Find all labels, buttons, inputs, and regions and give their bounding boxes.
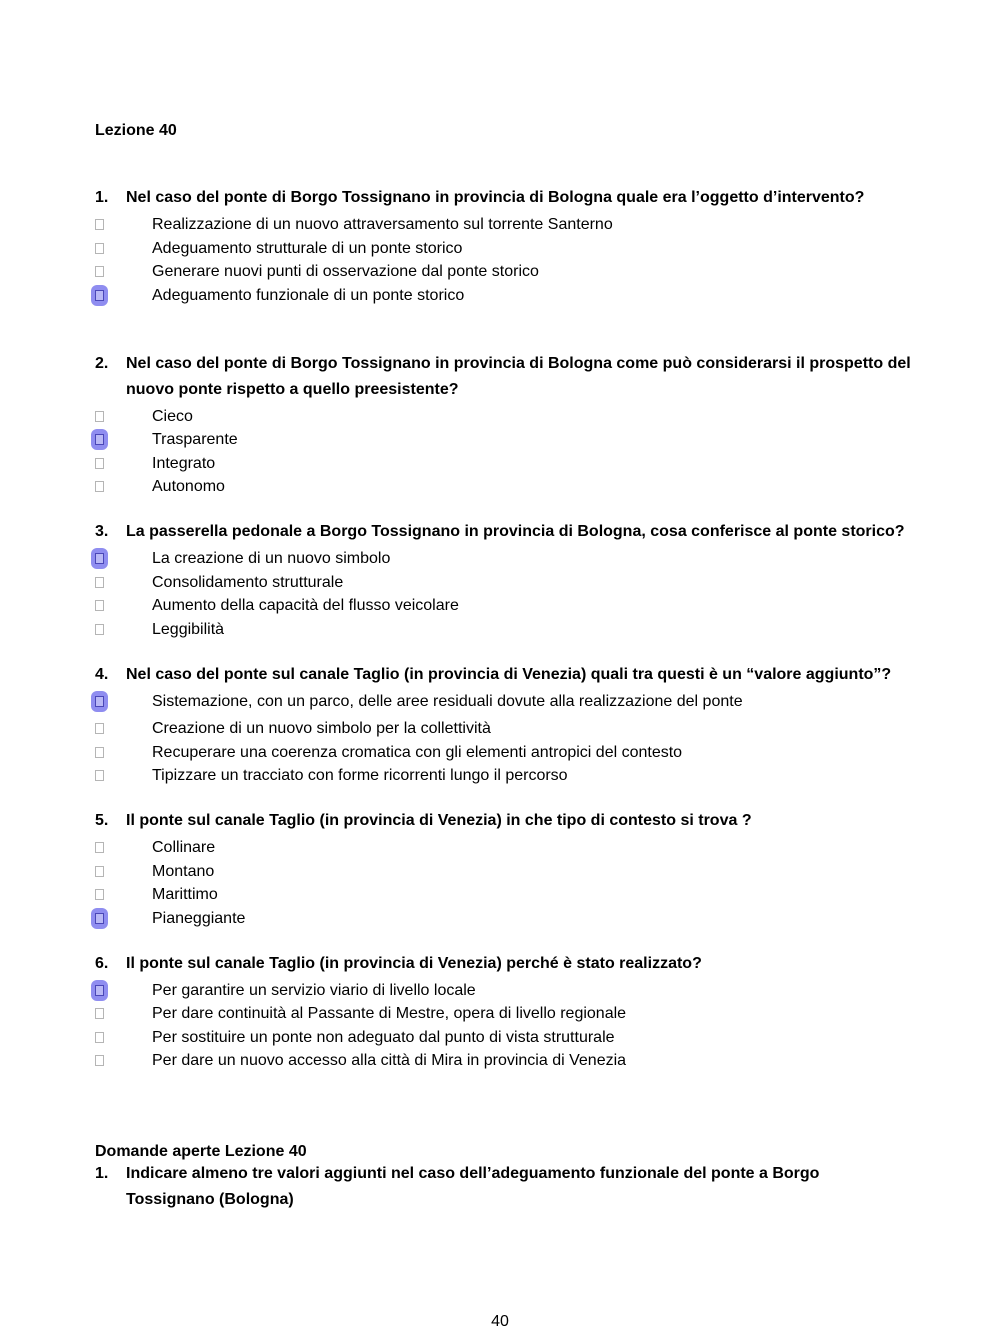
option-label: Recuperare una coerenza cromatica con gli elementi antropici del contesto <box>152 744 683 761</box>
option[interactable] <box>93 262 913 282</box>
question-text: Nel caso del ponte sul canale Taglio (in provincia di Venezia) quali tra questi è un “valore aggiunto”? <box>126 666 892 683</box>
selected-highlight <box>91 548 108 569</box>
option[interactable] <box>93 215 913 235</box>
question-number: 4. <box>95 666 109 683</box>
option[interactable] <box>93 1051 913 1071</box>
option[interactable] <box>93 743 913 763</box>
open-questions-title: Domande aperte Lezione 40 <box>95 1143 307 1160</box>
option[interactable] <box>93 1004 913 1024</box>
option-label: Tipizzare un tracciato con forme ricorrenti lungo il percorso <box>152 767 568 784</box>
option[interactable] <box>93 719 913 739</box>
question-text: Il ponte sul canale Taglio (in provincia di Venezia) perché è stato realizzato? <box>126 955 702 972</box>
option-selected[interactable] <box>93 981 913 1001</box>
option-label: Per garantire un servizio viario di livello locale <box>152 982 476 999</box>
checkbox-icon[interactable] <box>95 747 104 758</box>
selected-highlight <box>91 285 108 306</box>
option-label: Marittimo <box>152 886 218 903</box>
open-question-text-line-2: Tossignano (Bologna) <box>126 1191 294 1208</box>
option[interactable] <box>93 407 913 427</box>
checkbox-icon[interactable] <box>95 1008 104 1019</box>
option-label: Adeguamento funzionale di un ponte storico <box>152 287 465 304</box>
checkbox-icon[interactable] <box>95 889 104 900</box>
lesson-title: Lezione 40 <box>95 122 177 139</box>
option-label: Collinare <box>152 839 216 856</box>
checkbox-checked-icon[interactable] <box>95 985 104 996</box>
checkbox-icon[interactable] <box>95 577 104 588</box>
page-number: 40 <box>491 1313 509 1330</box>
option-label: La creazione di un nuovo simbolo <box>152 550 391 567</box>
checkbox-icon[interactable] <box>95 842 104 853</box>
option[interactable] <box>93 573 913 593</box>
option-label: Cieco <box>152 408 193 425</box>
question-number: 2. <box>95 355 109 372</box>
question-number: 5. <box>95 812 109 829</box>
question-text-line-1: Nel caso del ponte di Borgo Tossignano in provincia di Bologna come può considerarsi il prospetto del <box>126 355 911 372</box>
selected-highlight <box>91 429 108 450</box>
option-label: Pianeggiante <box>152 910 246 927</box>
checkbox-icon[interactable] <box>95 243 104 254</box>
checkbox-icon[interactable] <box>95 1055 104 1066</box>
question-text-line-2: nuovo ponte rispetto a quello preesistente? <box>126 381 459 398</box>
option[interactable] <box>93 620 913 640</box>
checkbox-checked-icon[interactable] <box>95 434 104 445</box>
option[interactable] <box>93 477 913 497</box>
option-label: Consolidamento strutturale <box>152 574 344 591</box>
question-text: Nel caso del ponte di Borgo Tossignano in provincia di Bologna quale era l’oggetto d’intervento? <box>126 189 865 206</box>
checkbox-icon[interactable] <box>95 458 104 469</box>
question-number: 3. <box>95 523 109 540</box>
checkbox-icon[interactable] <box>95 219 104 230</box>
open-question-number: 1. <box>95 1165 109 1182</box>
option-label: Sistemazione, con un parco, delle aree residuali dovute alla realizzazione del ponte <box>152 693 743 710</box>
checkbox-checked-icon[interactable] <box>95 696 104 707</box>
selected-highlight <box>91 908 108 929</box>
question-text: Il ponte sul canale Taglio (in provincia di Venezia) in che tipo di contesto si trova ? <box>126 812 752 829</box>
option-label: Creazione di un nuovo simbolo per la collettività <box>152 720 491 737</box>
checkbox-checked-icon[interactable] <box>95 290 104 301</box>
question-number: 1. <box>95 189 109 206</box>
checkbox-icon[interactable] <box>95 266 104 277</box>
option[interactable] <box>93 766 913 786</box>
checkbox-icon[interactable] <box>95 481 104 492</box>
option-label: Trasparente <box>152 431 238 448</box>
checkbox-icon[interactable] <box>95 411 104 422</box>
option-selected[interactable] <box>93 909 913 929</box>
option[interactable] <box>93 239 913 259</box>
checkbox-checked-icon[interactable] <box>95 913 104 924</box>
option[interactable] <box>93 862 913 882</box>
option-selected[interactable] <box>93 549 913 569</box>
checkbox-icon[interactable] <box>95 600 104 611</box>
option[interactable] <box>93 454 913 474</box>
option[interactable] <box>93 885 913 905</box>
option-label: Leggibilità <box>152 621 225 638</box>
option-selected[interactable] <box>93 430 913 450</box>
option[interactable] <box>93 838 913 858</box>
option-selected[interactable] <box>93 692 913 712</box>
checkbox-checked-icon[interactable] <box>95 553 104 564</box>
open-question-text-line-1: Indicare almeno tre valori aggiunti nel caso dell’adeguamento funzionale del ponte a Borgo <box>126 1165 820 1182</box>
selected-highlight <box>91 980 108 1001</box>
option-label: Per dare un nuovo accesso alla città di Mira in provincia di Venezia <box>152 1052 627 1069</box>
option-label: Montano <box>152 863 215 880</box>
checkbox-icon[interactable] <box>95 770 104 781</box>
checkbox-icon[interactable] <box>95 723 104 734</box>
question-number: 6. <box>95 955 109 972</box>
option-label: Generare nuovi punti di osservazione dal ponte storico <box>152 263 539 280</box>
option[interactable] <box>93 1028 913 1048</box>
checkbox-icon[interactable] <box>95 1032 104 1043</box>
option-label: Aumento della capacità del flusso veicolare <box>152 597 459 614</box>
option-label: Adeguamento strutturale di un ponte storico <box>152 240 463 257</box>
option-label: Per sostituire un ponte non adeguato dal punto di vista strutturale <box>152 1029 615 1046</box>
question-text: La passerella pedonale a Borgo Tossignano in provincia di Bologna, cosa conferisce al ponte storico? <box>126 523 905 540</box>
option-label: Autonomo <box>152 478 225 495</box>
option-selected[interactable] <box>93 286 913 306</box>
option-label: Per dare continuità al Passante di Mestre, opera di livello regionale <box>152 1005 627 1022</box>
option[interactable] <box>93 596 913 616</box>
selected-highlight <box>91 691 108 712</box>
option-label: Integrato <box>152 455 216 472</box>
checkbox-icon[interactable] <box>95 624 104 635</box>
option-label: Realizzazione di un nuovo attraversamento sul torrente Santerno <box>152 216 613 233</box>
checkbox-icon[interactable] <box>95 866 104 877</box>
